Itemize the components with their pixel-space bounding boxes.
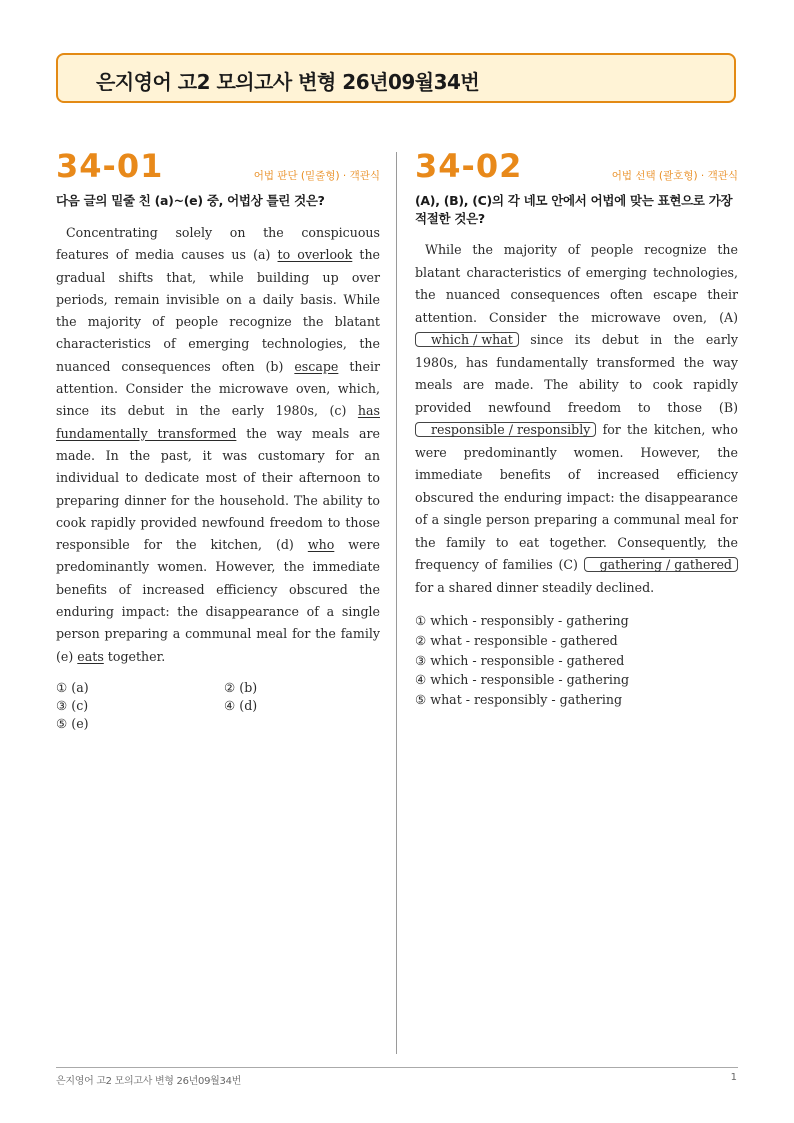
underline-c: has fundamentally transformed (56, 403, 380, 441)
underline-d: who (307, 537, 335, 553)
question-number: 34-01 (56, 147, 164, 185)
passage-text: Concentrating solely on the conspicuous features of media causes us (a) (56, 225, 380, 263)
choice-box-b: responsible / responsibly (415, 422, 596, 437)
passage-text: for a shared dinner steadily declined. (415, 579, 655, 595)
passage-text: together. (103, 648, 166, 664)
passage-text: the gradual shifts that, while building up over periods, remain invisible on a daily basis. While the majority of people recognize the blatant characteristics of emerging technologies, the nuanced consequences often (b) (56, 247, 381, 374)
underline-b: escape (294, 358, 339, 374)
option-1[interactable]: ① which - responsibly - gathering (415, 613, 629, 628)
question-stem: (A), (B), (C)의 각 네모 안에서 어법에 맞는 표현으로 가장 적절한 것은? (415, 193, 733, 226)
passage-text: for the kitchen, who were predominantly women. However, the immediate benefits of increased efficiency obscured the enduring impact: the disappearance of a single person preparing a communal meal for the family to eat together. Consequently, the frequency of families (C) (415, 422, 738, 572)
question-stem: 다음 글의 밑줄 친 (a)~(e) 중, 어법상 틀린 것은? (56, 193, 325, 208)
question-header (415, 147, 738, 186)
passage-text: While the majority of people recognize the blatant characteristics of emerging technologies, the nuanced consequences often escape their attention. Consider the microwave oven, (A) (415, 242, 738, 325)
passage-text: since its debut in the early 1980s, has fundamentally transformed the way meals are made. The ability to cook rapidly provided newfound freedom to those (B) (415, 332, 738, 415)
question-header (56, 147, 380, 186)
option-4[interactable]: ④ which - responsible - gathering (415, 672, 630, 688)
question-number: 34-02 (415, 147, 523, 185)
underline-a: to overlook (277, 247, 353, 263)
option-3[interactable]: ③ which - responsible - gathered (415, 652, 625, 668)
footer-divider (56, 1067, 738, 1068)
header-banner (56, 53, 736, 103)
question-type: 어법 선택 (괄호형) · 객관식 (611, 170, 738, 182)
passage-text: were predominantly women. However, the immediate benefits of increased efficiency obscured the enduring impact: the disappearance of a single person preparing a communal meal for the family (e) (56, 537, 380, 664)
passage (415, 239, 738, 599)
question-34-02 (415, 147, 738, 710)
footer-title: 은지영어 고2 모의고사 변형 26년09월34번 (56, 1076, 241, 1087)
page-number: 1 (730, 1072, 737, 1083)
passage-text: their attention. Consider the microwave oven, which, since its debut in the early 1980s, (c) (56, 358, 380, 419)
option-2[interactable]: ② (b) (224, 679, 258, 695)
choice-box-a: which / what (415, 332, 519, 347)
answer-options (415, 611, 738, 710)
page-title: 은지영어 고2 모의고사 변형 26년09월34번 (96, 70, 480, 94)
choice-box-c: gathering / gathered (584, 557, 738, 572)
option-1[interactable]: ① (a) (56, 679, 89, 695)
answer-options (56, 680, 380, 731)
question-type: 어법 판단 (밑줄형) · 객관식 (253, 170, 380, 182)
question-34-01 (56, 147, 381, 731)
underline-e: eats (77, 648, 104, 664)
passage-text: the way meals are made. In the past, it was customary for an individual to dedicate most of their afternoon to preparing dinner for the household. The ability to cook rapidly provided newfound freedom to those responsible for the kitchen, (d) (56, 425, 380, 553)
column-divider (396, 152, 397, 1054)
option-5[interactable]: ⑤ (e) (56, 715, 89, 731)
option-5[interactable]: ⑤ what - responsibly - gathering (415, 692, 623, 708)
option-3[interactable]: ③ (c) (56, 697, 89, 713)
option-4[interactable]: ④ (d) (224, 697, 258, 713)
option-2[interactable]: ② what - responsible - gathered (415, 632, 618, 648)
passage (56, 222, 380, 668)
